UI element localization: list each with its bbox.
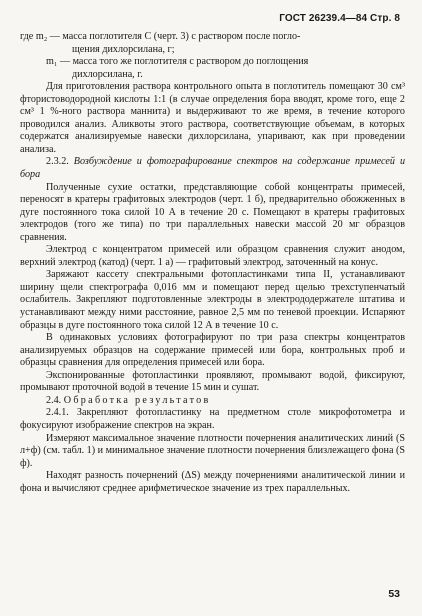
paragraph-cassette: Заряжают кассету спектральными фотопластинками типа II, устанавливают ширину щели спектрографа 0,016 мм и помещают перед щелью трехступенчатый ослабитель. Закрепляют подготовленные электроды в электрододержателе штатива и устанавливают между ними расстояние, равное 2,5 мм по теневой проекции. Испаряют образцы в дуге постоянного тока силой 12 А в течение 10 с. bbox=[20, 269, 405, 331]
variable-definitions bbox=[20, 31, 405, 81]
section-number: 2.4. bbox=[46, 394, 62, 406]
document-body bbox=[20, 31, 405, 495]
section-title: Возбуждение и фотографирование спектров на содержание примесей и бора bbox=[20, 156, 406, 181]
section-number: 2.3.2. bbox=[46, 156, 69, 168]
paragraph-electrode: Электрод с концентратом примесей или образцом сравнения служит анодом, верхний электрод (катод) (черт. 1 а) — графитовый электрод, заточенный на конус. bbox=[20, 244, 405, 268]
paragraph-measure-density: Измеряют максимальное значение плотности почернения аналитических линий (S л+ф) (см. табл. 1) и минимальное значение плотности почернения близлежащего фона (S ф). bbox=[20, 432, 405, 469]
paragraph-same-conditions: В одинаковых условиях фотографируют по три раза спектры концентратов анализируемых образцов на содержание примесей или бора, контрольных проб и образцы сравнения для определения примесей или бора. bbox=[20, 332, 405, 369]
page-number: 53 bbox=[388, 588, 400, 600]
paragraph-2-4-1: 2.4.1. Закрепляют фотопластинку на предметном столе микрофотометра и фокусируют изображение спектров на экран. bbox=[20, 407, 405, 431]
paragraph-exposed-plates: Экспонированные фотопластинки проявляют, промывают водой, фиксируют, промывают проточной водой в течение 15 мин и сушат. bbox=[20, 369, 405, 394]
definition-m2: где m₂ — масса поглотителя C (черт. 3) с раствором после погло- bbox=[20, 31, 301, 42]
definition-m2-continuation: щения дихлорсилана, г; bbox=[72, 43, 175, 55]
page-header: ГОСТ 26239.4—84 Стр. 8 bbox=[279, 13, 400, 24]
definition-m1-continuation: дихлорсилана, г. bbox=[72, 68, 143, 80]
paragraph-control-solution: Для приготовления раствора контрольного опыта в поглотитель помещают 30 см³ фтористоводородной кислоты 1:1 (в случае определения бора вводят, кроме того, еще 2 см³ 1 %-ного раствора маннита) и выдерживают то же время, в течение которого проводился анализ. Аликвоты этого раствора, соответствующие объемам, в которых содержатся анализируемые навески дихлорсилана, упаривают, как при проведении анализа. bbox=[20, 81, 405, 155]
paragraph-dry-residues: Полученные сухие остатки, представляющие собой концентраты примесей, переносят в кратеры графитовых электродов (черт. 1 б), предварительно обожженных в дуге постоянного тока силой 10 А в течение 20 с. Помещают в кратеры графитовых электродов (того же типа) по три параллельных навески массой 20 мг образцов сравнения. bbox=[20, 181, 405, 243]
definition-m1: m₁ — масса того же поглотителя с раствором до поглощения bbox=[46, 56, 309, 68]
section-heading-2-4 bbox=[20, 395, 405, 408]
section-title: Обработка результатов bbox=[63, 394, 211, 406]
section-heading-2-3-2 bbox=[20, 156, 405, 181]
paragraph-difference: Находят разность почернений (ΔS) между почернениями аналитической линии и фона и вычисляют среднее арифметическое значение из трех параллельных. bbox=[20, 470, 405, 494]
